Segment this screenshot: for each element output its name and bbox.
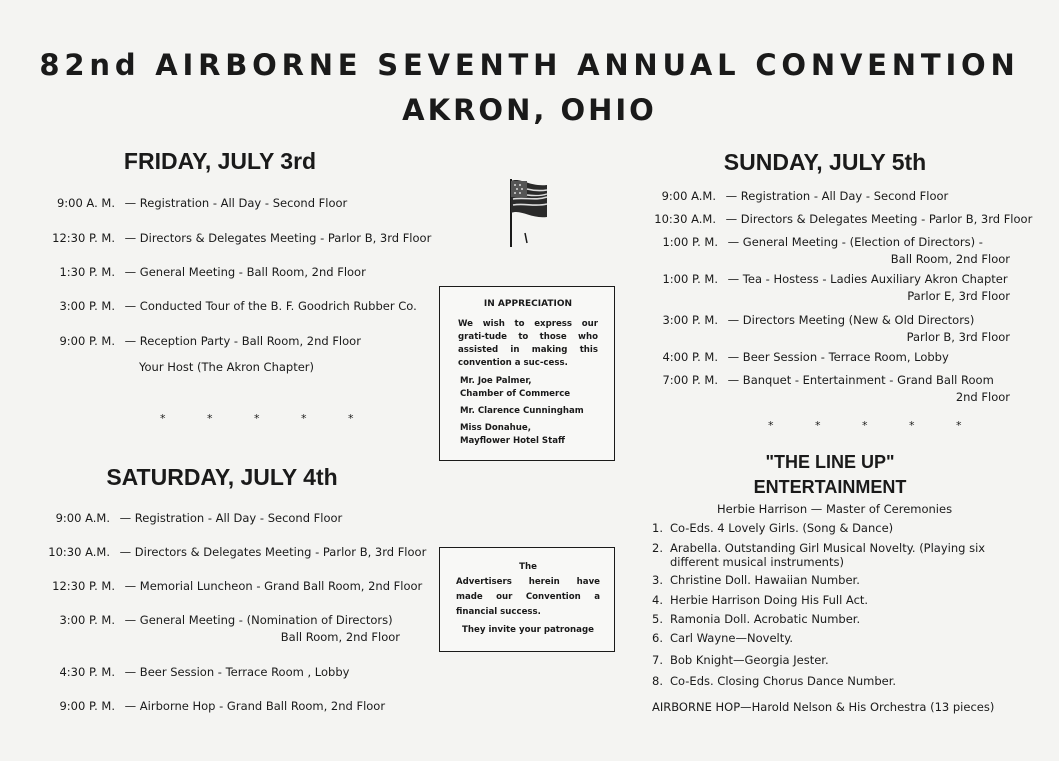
event-time: 4:30 P. M. [59, 665, 115, 679]
event-time: 9:00 P. M. [59, 699, 115, 713]
lineup-act [652, 674, 896, 688]
sunday-event [640, 312, 1010, 346]
name-entry [460, 422, 598, 448]
event-time: 3:00 P. M. [59, 299, 115, 313]
event-desc: — General Meeting - (Election of Directors) - [727, 235, 983, 249]
name-entry [460, 375, 598, 401]
act-number: 8. [652, 674, 663, 688]
act-number: 1. [652, 521, 663, 535]
act-text: Co-Eds. 4 Lovely Girls. (Song & Dance) [670, 521, 894, 535]
friday-event [30, 264, 366, 281]
event-desc: — Memorial Luncheon - Grand Ball Room, 2nd Floor [124, 579, 423, 593]
event-time: 9:00 A. M. [56, 196, 115, 210]
saturday-event [30, 664, 349, 681]
act-number: 6. [652, 631, 663, 645]
event-desc: — Airborne Hop - Grand Ball Room, 2nd Floor [124, 699, 386, 713]
name-affiliation: Chamber of Commerce [460, 389, 571, 399]
lineup-act [652, 573, 860, 587]
name-line: Miss Donahue, [460, 423, 532, 433]
act-number: 3. [652, 573, 663, 587]
event-time: 9:00 P. M. [59, 334, 115, 348]
lineup-hop: AIRBORNE HOP—Harold Nelson & His Orchestra (13 pieces) [652, 700, 995, 714]
act-text: Co-Eds. Closing Chorus Dance Number. [670, 674, 897, 688]
saturday-event [30, 612, 400, 646]
event-desc: — Reception Party - Ball Room, 2nd Floor [124, 334, 361, 348]
event-time: 10:30 A.M. [654, 212, 716, 226]
sunday-heading: SUNDAY, JULY 5th [723, 149, 927, 175]
name-affiliation: Mayflower Hotel Staff [460, 436, 565, 446]
act-text: Herbie Harrison Doing His Full Act. [670, 593, 869, 607]
event-desc-cont: Ball Room, 2nd Floor [280, 630, 400, 644]
event-desc-cont: Parlor B, 3rd Floor [906, 330, 1010, 344]
event-desc: — Conducted Tour of the B. F. Goodrich Rubber Co. [124, 299, 417, 313]
event-time: 1:00 P. M. [662, 272, 718, 286]
appreciation-body: We wish to express our grati-tude to those who assisted in making this convention a suc-cess. [458, 319, 598, 368]
event-desc: — Registration - All Day - Second Floor [124, 196, 348, 210]
friday-heading: FRIDAY, JULY 3rd [123, 148, 317, 174]
advertisers-box [439, 547, 615, 652]
event-desc: — Registration - All Day - Second Floor [725, 189, 949, 203]
name-line: Mr. Joe Palmer, [460, 376, 532, 386]
friday-event [30, 333, 361, 350]
event-time: 3:00 P. M. [59, 613, 115, 627]
event-desc: — Registration - All Day - Second Floor [119, 511, 343, 525]
event-time: 1:30 P. M. [59, 265, 115, 279]
appreciation-heading: IN APPRECIATION [483, 299, 573, 309]
event-time: 9:00 A.M. [55, 511, 110, 525]
act-text: Arabella. Outstanding Girl Musical Novelty. (Playing six [670, 541, 986, 555]
act-number: 5. [652, 612, 663, 626]
sunday-event [640, 372, 1010, 406]
friday-stars: * * * * * [160, 412, 373, 425]
sunday-event [640, 188, 1010, 205]
event-desc: — General Meeting - Ball Room, 2nd Floor [124, 265, 366, 279]
lineup-act [652, 653, 829, 667]
advertisers-body: Advertisers herein have made our Convention a financial success. [456, 577, 600, 617]
lineup-act [652, 631, 793, 645]
sunday-stars: * * * * * [768, 419, 981, 432]
event-desc-cont: Parlor E, 3rd Floor [907, 289, 1010, 303]
lineup-title: "THE LINE UP" [765, 452, 895, 472]
advertisers-closing: They invite your patronage [462, 625, 594, 635]
event-desc: — Directors & Delegates Meeting - Parlor B, 3rd Floor [725, 212, 1033, 226]
event-desc: — Tea - Hostess - Ladies Auxiliary Akron Chapter [727, 272, 1008, 286]
event-time: 3:00 P. M. [662, 313, 718, 327]
event-desc: — Beer Session - Terrace Room, Lobby [727, 350, 949, 364]
american-flag-icon [505, 177, 551, 249]
saturday-heading: SATURDAY, JULY 4th [106, 464, 338, 490]
lineup-act [652, 541, 1012, 569]
event-time: 9:00 A.M. [661, 189, 716, 203]
act-text: Christine Doll. Hawaiian Number. [670, 573, 860, 587]
event-desc: — General Meeting - (Nomination of Directors) [124, 613, 393, 627]
act-text: Ramonia Doll. Acrobatic Number. [670, 612, 861, 626]
event-desc: — Banquet - Entertainment - Grand Ball Room [727, 373, 994, 387]
event-desc-cont: 2nd Floor [955, 390, 1010, 404]
event-time: 10:30 A.M. [48, 545, 110, 559]
name-line: Mr. Clarence Cunningham [460, 406, 584, 416]
act-text: Bob Knight—Georgia Jester. [670, 653, 829, 667]
event-desc: — Directors & Delegates Meeting - Parlor B, 3rd Floor [119, 545, 427, 559]
event-time: 12:30 P. M. [52, 579, 115, 593]
title-line-2: AKRON, OHIO [402, 93, 657, 127]
saturday-event [30, 698, 385, 715]
friday-event [30, 230, 431, 247]
event-desc-cont: Ball Room, 2nd Floor [890, 252, 1010, 266]
saturday-event [30, 544, 426, 561]
event-time: 7:00 P. M. [662, 373, 718, 387]
event-desc: — Directors Meeting (New & Old Directors) [727, 313, 975, 327]
event-time: 4:00 P. M. [662, 350, 718, 364]
lineup-mc: Herbie Harrison — Master of Ceremonies [717, 502, 953, 516]
lineup-act [652, 612, 860, 626]
appreciation-names [460, 375, 598, 448]
event-desc: — Directors & Delegates Meeting - Parlor B, 3rd Floor [124, 231, 432, 245]
title-line-1: 82nd AIRBORNE SEVENTH ANNUAL CONVENTION [39, 48, 1020, 82]
event-time: 12:30 P. M. [52, 231, 115, 245]
sunday-event [640, 349, 1010, 366]
event-desc: — Beer Session - Terrace Room , Lobby [124, 665, 350, 679]
saturday-event [30, 510, 342, 527]
name-entry [460, 405, 598, 418]
act-text: Carl Wayne—Novelty. [670, 631, 794, 645]
lineup-act [652, 593, 868, 607]
friday-event [30, 195, 347, 212]
appreciation-box [439, 286, 615, 461]
lineup-act [652, 521, 893, 535]
act-number: 2. [652, 541, 663, 555]
advertisers-lead: The [519, 562, 537, 572]
sunday-event [640, 211, 1033, 228]
sunday-event [640, 271, 1010, 305]
lineup-subtitle: ENTERTAINMENT [753, 477, 907, 497]
act-number: 4. [652, 593, 663, 607]
event-time: 1:00 P. M. [662, 235, 718, 249]
act-text-cont: different musical instruments) [670, 555, 844, 569]
friday-event [30, 298, 417, 315]
saturday-event [30, 578, 422, 595]
host-note: Your Host (The Akron Chapter) [139, 360, 315, 374]
sunday-event [640, 234, 1010, 268]
act-number: 7. [652, 653, 663, 667]
